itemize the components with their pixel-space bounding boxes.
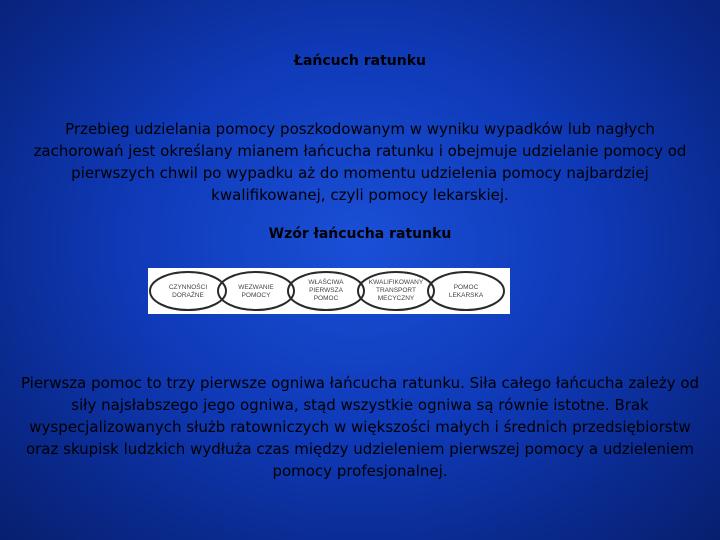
chain-link-ring — [218, 272, 294, 310]
chain-link-4-line3: MECYCZNY — [377, 295, 415, 302]
chain-of-survival-diagram — [148, 268, 510, 314]
first-aid-paragraph: Pierwsza pomoc to trzy pierwsze ogniwa łańcucha ratunku. Siła całego łańcucha zależy od siły najsłabszego jego ogniwa, stąd wszystkie ogniwa są równie istotne. Brak wyspecjalizowanych służb ratowniczych w większości małych i średnich przedsiębiorstw oraz skupisk ludzkich wydłuża czas między udzieleniem pierwszej pomocy a udzieleniem pomocy profesjonalnej. — [20, 374, 700, 480]
chain-link-5-line1: POMOC — [453, 284, 479, 291]
chain-link-1-line1: CZYNNOŚCI — [168, 284, 208, 291]
chain-link-4-line1: KWALIFIKOWANY — [368, 279, 424, 286]
chain-link-5-line2: LEKARSKA — [448, 292, 484, 299]
chain-link-4-line2: TRANSPORT — [376, 287, 416, 294]
chain-link-3-line3: POMOC — [313, 295, 339, 302]
chain-link-3-line2: PIERWSZA — [309, 287, 343, 294]
chain-subtitle: Wzór łańcucha ratunku — [268, 226, 452, 242]
chain-link-1-line2: DORAŹNE — [172, 292, 204, 299]
intro-paragraph: Przebieg udzielania pomocy poszkodowanym w wyniku wypadków lub nagłych zachorowań jest określany mianem łańcucha ratunku i obejmuje udzielanie pomocy od pierwszych chwil po wypadku aż do momentu udzielenia pomocy najbardziej kwalifikowanej, czyli pomocy lekarskiej. — [33, 120, 687, 204]
chain-link-2-line2: POMOCY — [241, 292, 271, 299]
chain-link-ring — [150, 272, 226, 310]
chain-link-ring — [428, 272, 504, 310]
slide-title: Łańcuch ratunku — [293, 53, 427, 69]
chain-link-3-line1: WŁAŚCIWA — [308, 279, 344, 286]
chain-link-2-line1: WEZWANIE — [238, 284, 274, 291]
